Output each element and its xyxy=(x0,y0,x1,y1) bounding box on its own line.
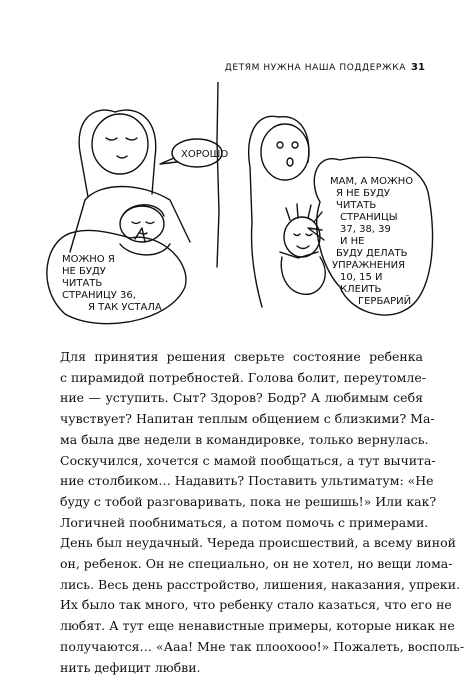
body-line: ма была две недели в командировке, только вернулась. xyxy=(60,431,429,447)
body-line: ние — уступить. Сыт? Здоров? Бодр? А любимым себя xyxy=(60,390,423,406)
child-bubble-right-line-8: УПРАЖНЕНИЯ xyxy=(332,260,406,271)
page-number: 31 xyxy=(411,62,425,73)
running-header xyxy=(0,63,476,77)
body-line: с пирамидой потребностей. Голова болит, переутомле- xyxy=(60,369,426,385)
body-line: Соскучился, хочется с мамой пообщаться, а тут вычита- xyxy=(60,452,436,468)
body-line: буду с тобой разговаривать, пока не решишь!» Или как? xyxy=(60,493,437,509)
child-bubble-left-line-4: СТРАНИЦУ 36, xyxy=(62,290,136,301)
mother-bubble-text-left: ХОРОШО xyxy=(181,149,229,160)
body-line: чувствует? Напитан теплым общением с близкими? Ма- xyxy=(60,411,435,427)
comic-illustration xyxy=(40,82,440,332)
body-line: лись. Весь день расстройство, лишения, наказания, упреки. xyxy=(60,576,461,592)
child-bubble-right-line-3: ЧИТАТЬ xyxy=(336,200,377,211)
mother-figure-right xyxy=(249,116,309,307)
body-line: любят. А тут еще ненавистные примеры, которые никак не xyxy=(60,618,455,634)
panel-divider xyxy=(217,82,219,267)
body-line: он, ребенок. Он не специально, он не хотел, но вещи лома- xyxy=(60,556,453,572)
running-title: ДЕТЯМ НУЖНА НАША ПОДДЕРЖКА xyxy=(224,63,406,73)
body-line: ние столбиком… Надавить? Поставить ультиматум: «Не xyxy=(60,473,434,489)
child-speech-bubble-left xyxy=(47,228,186,324)
child-bubble-right-line-4: СТРАНИЦЫ xyxy=(340,212,398,223)
child-figure-left xyxy=(120,205,170,255)
child-bubble-right-line-6: И НЕ xyxy=(340,236,365,247)
body-line: получаются… «Ааа! Мне так плоохооо!» Пожалеть, восполь- xyxy=(60,638,465,654)
child-bubble-right-line-11: ГЕРБАРИЙ xyxy=(358,296,412,307)
child-bubble-right-line-9: 10, 15 И xyxy=(340,272,383,283)
child-bubble-left-line-3: ЧИТАТЬ xyxy=(62,278,103,289)
child-bubble-right-line-7: БУДУ ДЕЛАТЬ xyxy=(336,248,408,259)
body-paragraph xyxy=(60,347,465,678)
body-line: Для принятия решения сверьте состояние ребенка xyxy=(60,349,423,364)
body-line: Их было так много, что ребенку стало казаться, что его не xyxy=(60,597,452,613)
child-bubble-left-line-1: МОЖНО Я xyxy=(62,254,115,265)
body-line: нить дефицит любви. xyxy=(60,659,201,675)
child-bubble-left-line-5: Я ТАК УСТАЛА xyxy=(88,302,162,313)
child-bubble-right-line-10: КЛЕИТЬ xyxy=(340,284,382,295)
comic-drawing xyxy=(40,82,440,332)
child-bubble-right-line-5: 37, 38, 39 xyxy=(340,224,391,235)
child-speech-bubble-right xyxy=(308,157,433,315)
child-bubble-right-line-2: Я НЕ БУДУ xyxy=(336,188,391,199)
body-line: День был неудачный. Череда происшествий, а всему виной xyxy=(60,535,456,551)
child-bubble-right-line-1: МАМ, А МОЖНО xyxy=(330,176,414,187)
body-line: Логичней пообниматься, а потом помочь с примерами. xyxy=(60,514,429,530)
child-bubble-left-line-2: НЕ БУДУ xyxy=(62,266,106,277)
child-figure-right xyxy=(280,204,325,294)
